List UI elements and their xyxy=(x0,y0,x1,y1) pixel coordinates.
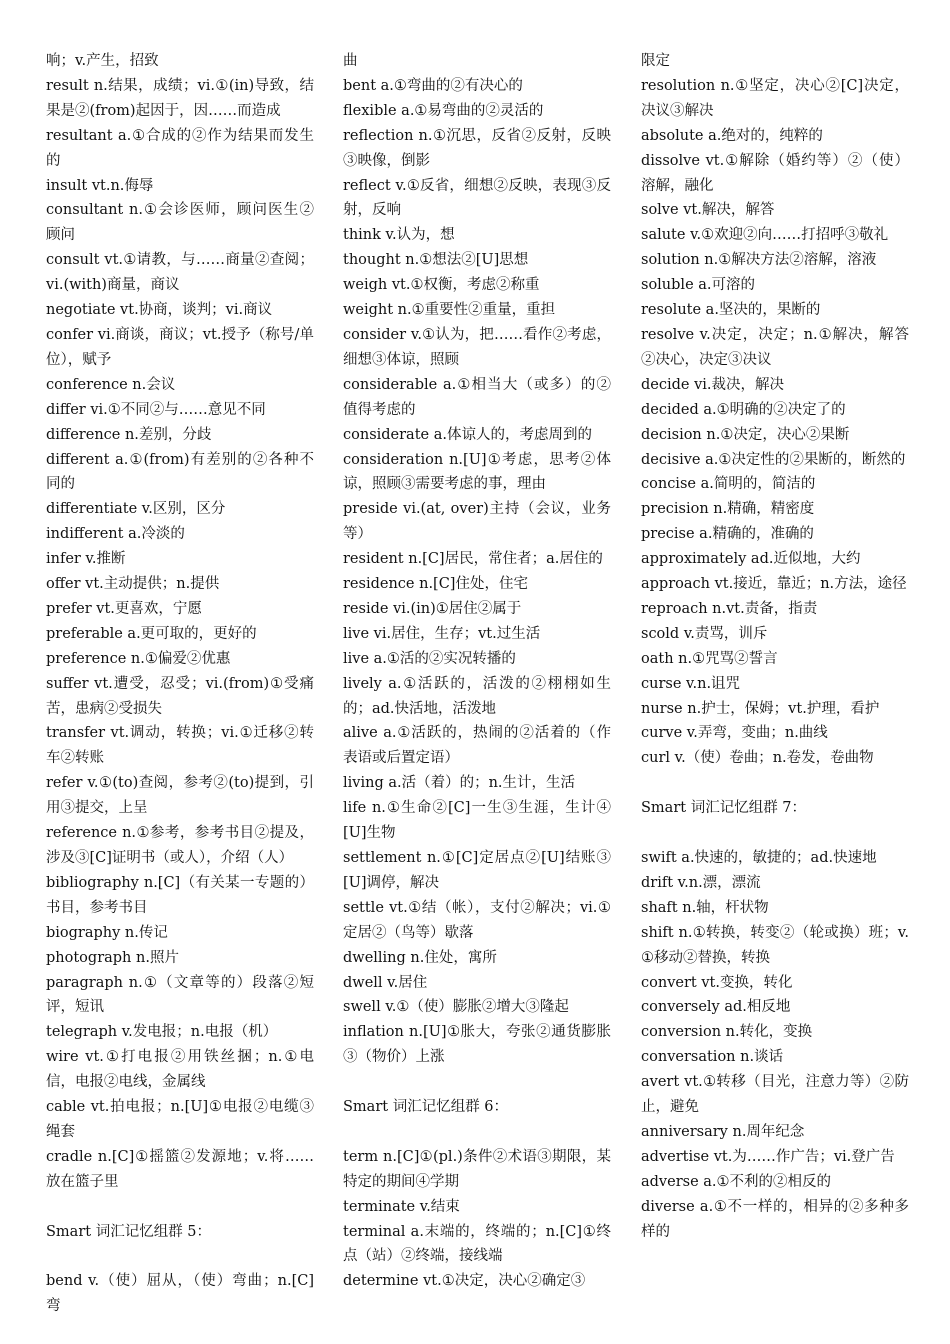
column-2 xyxy=(343,49,611,1294)
vocab-entry: differ vi.①不同②与……意见不同 xyxy=(46,401,266,418)
vocab-entry: resolve v.决定，决定；n.①解决，解答②决心，决定③决议 xyxy=(641,326,909,368)
vocab-entry: resolution n.①坚定，决心②[C]决定，决议③解决 xyxy=(641,77,909,119)
vocab-entry: precise a.精确的，准确的 xyxy=(641,526,814,543)
vocab-entry: salute v.①欢迎②向……打招呼③敬礼 xyxy=(641,227,889,244)
vocab-entry: resolute a.坚决的，果断的 xyxy=(641,302,821,319)
vocab-entry: weight n.①重要性②重量，重担 xyxy=(343,302,556,319)
vocab-entry: oath n.①咒骂②誓言 xyxy=(641,650,778,667)
vocab-entry: shift n.①转换，转变②（轮或换）班；v.①移动②替换，转换 xyxy=(641,924,909,966)
vocab-entry: advertise vt.为……作广告；vi.登广告 xyxy=(641,1148,895,1165)
vocab-entry: paragraph n.①（文章等的）段落②短评，短讯 xyxy=(46,974,314,1016)
vocab-entry: consult vt.①请教，与……商量②查阅；vi.(with)商量，商议 xyxy=(46,252,314,294)
vocab-entry: adverse a.①不利的②相反的 xyxy=(641,1173,832,1190)
vocab-entry: transfer vt.调动，转换；vi.①迁移②转车②转账 xyxy=(46,725,314,767)
vocab-entry: swell v.①（使）膨胀②增大③隆起 xyxy=(343,999,569,1016)
vocab-entry: negotiate vt.协商，谈判；vi.商议 xyxy=(46,302,273,319)
vocab-entry: settlement n.①[C]定居点②[U]结账③[U]调停，解决 xyxy=(343,850,611,891)
vocab-entry: confer vi.商谈，商议；vt.授予（称号/单位），赋予 xyxy=(46,326,314,368)
vocab-entry: conversation n.谈话 xyxy=(641,1049,784,1066)
vocab-entry: 限定 xyxy=(641,53,670,69)
blank-line xyxy=(46,1195,314,1220)
column-1 xyxy=(46,49,314,1319)
blank-line xyxy=(641,821,909,846)
vocab-entry: dissolve vt.①解除（婚约等）②（使）溶解，融化 xyxy=(641,152,909,194)
vocab-entry: drift v.n.漂，漂流 xyxy=(641,874,761,891)
vocab-entry: settle vt.①结（帐），支付②解决；vi.①定居②（鸟等）歇落 xyxy=(343,899,611,941)
vocab-entry: residence n.[C]住处，住宅 xyxy=(343,576,528,593)
vocab-entry: dwell v.居住 xyxy=(343,974,428,991)
vocab-entry: decide vi.裁决，解决 xyxy=(641,376,785,393)
vocab-entry: weigh vt.①权衡，考虑②称重 xyxy=(343,277,540,294)
vocab-entry: precision n.精确，精密度 xyxy=(641,501,815,518)
vocab-entry: wire vt.①打电报②用铁丝捆；n.①电信，电报②电线，金属线 xyxy=(46,1049,314,1091)
vocab-entry: conference n.会议 xyxy=(46,376,176,393)
vocab-entry: bibliography n.[C]（有关某一专题的）书目，参考书目 xyxy=(46,874,314,916)
vocab-entry: diverse a.①不一样的，相异的②多种多样的 xyxy=(641,1198,909,1240)
vocab-entry: resident n.[C]居民，常住者；a.居住的 xyxy=(343,551,603,568)
vocab-entry: reference n.①参考，参考书目②提及，涉及③[C]证明书（或人），介绍（人） xyxy=(46,825,314,866)
vocab-entry: difference n.差别，分歧 xyxy=(46,426,212,443)
column-3 xyxy=(641,49,909,1244)
vocab-entry: curve v.弄弯，变曲；n.曲线 xyxy=(641,725,828,742)
blank-line xyxy=(46,1244,314,1269)
vocab-entry: resultant a.①合成的②作为结果而发生的 xyxy=(46,127,314,169)
vocab-entry: reflection n.①沉思，反省②反射，反映③映像，倒影 xyxy=(343,127,611,169)
vocab-entry: scold v.责骂，训斥 xyxy=(641,625,768,642)
vocab-entry: living a.活（着）的；n.生计，生活 xyxy=(343,775,576,792)
vocab-entry: reflect v.①反省，细想②反映，表现③反射，反响 xyxy=(343,177,611,219)
vocab-entry: life n.①生命②[C]一生③生涯，生计④[U]生物 xyxy=(343,800,611,842)
vocab-entry: preside vi.(at, over)主持（会议，业务等） xyxy=(343,501,611,543)
vocab-entry: differentiate v.区别，区分 xyxy=(46,501,226,518)
vocab-entry: inflation n.[U]①胀大，夸张②通货膨胀③（物价）上涨 xyxy=(343,1024,611,1066)
vocab-entry: bend v.（使）屈从，（使）弯曲；n.[C]弯 xyxy=(46,1273,314,1315)
vocab-entry: cable vt.拍电报；n.[U]①电报②电缆③绳套 xyxy=(46,1099,314,1140)
vocab-entry: decided a.①明确的②决定了的 xyxy=(641,401,846,418)
vocab-entry: suffer vt.遭受，忍受；vi.(from)①受痛苦，患病②受损失 xyxy=(46,675,314,717)
vocab-entry: flexible a.①易弯曲的②灵活的 xyxy=(343,102,544,119)
vocab-entry: biography n.传记 xyxy=(46,924,168,941)
vocab-entry: preference n.①偏爱②优惠 xyxy=(46,650,231,667)
vocab-entry: 响；v.产生，招致 xyxy=(46,53,159,69)
vocab-entry: approach vt.接近，靠近；n.方法，途径 xyxy=(641,576,907,593)
vocab-entry: conversely ad.相反地 xyxy=(641,999,791,1016)
section-heading: Smart 词汇记忆组群 5： xyxy=(46,1223,212,1240)
vocab-entry: refer v.①(to)查阅，参考②(to)提到，引用③提交，上呈 xyxy=(46,775,314,817)
vocab-entry: reside vi.(in)①居住②属于 xyxy=(343,600,522,617)
vocab-entry: result n.结果，成绩；vi.①(in)导致，结果是②(from)起因于，因……而造成 xyxy=(46,77,314,119)
vocab-entry: determine vt.①决定，决心②确定③ xyxy=(343,1273,586,1290)
blank-line xyxy=(343,1070,611,1095)
section-heading: Smart 词汇记忆组群 7： xyxy=(641,800,807,817)
blank-line xyxy=(641,771,909,796)
vocab-entry: anniversary n.周年纪念 xyxy=(641,1123,805,1140)
vocab-entry: consideration n.[U]①考虑，思考②体谅，照顾③需要考虑的事，理由 xyxy=(343,451,611,493)
vocab-entry: soluble a.可溶的 xyxy=(641,277,756,294)
vocab-entry: infer v.推断 xyxy=(46,551,126,568)
vocab-entry: alive a.①活跃的，热闹的②活着的（作表语或后置定语） xyxy=(343,725,611,767)
vocab-entry: 曲 xyxy=(343,53,358,69)
vocab-entry: bent a.①弯曲的②有决心的 xyxy=(343,77,523,94)
vocab-entry: photograph n.照片 xyxy=(46,949,179,966)
vocab-entry: nurse n.护士，保姆；vt.护理，看护 xyxy=(641,700,880,717)
vocab-entry: cradle n.[C]①摇篮②发源地；v.将……放在篮子里 xyxy=(46,1148,314,1190)
vocab-entry: consultant n.①会诊医师，顾问医生②顾问 xyxy=(46,202,314,244)
vocab-entry: swift a.快速的，敏捷的；ad.快速地 xyxy=(641,849,877,866)
vocab-entry: lively a.①活跃的，活泼的②栩栩如生的；ad.快活地，活泼地 xyxy=(343,675,611,717)
vocab-entry: convert vt.变换，转化 xyxy=(641,974,793,991)
vocab-entry: different a.①(from)有差别的②各种不同的 xyxy=(46,451,314,493)
blank-line xyxy=(343,1120,611,1145)
vocab-entry: concise a.简明的，简洁的 xyxy=(641,476,816,493)
vocab-entry: terminate v.结束 xyxy=(343,1198,460,1215)
vocab-entry: preferable a.更可取的，更好的 xyxy=(46,625,257,642)
vocab-entry: prefer vt.更喜欢，宁愿 xyxy=(46,600,202,617)
vocab-entry: solution n.①解决方法②溶解，溶液 xyxy=(641,252,877,269)
vocab-entry: conversion n.转化，变换 xyxy=(641,1024,813,1041)
vocab-entry: dwelling n.住处，寓所 xyxy=(343,949,497,966)
vocab-entry: shaft n.轴，杆状物 xyxy=(641,899,769,916)
vocab-entry: live a.①活的②实况转播的 xyxy=(343,650,516,667)
vocab-entry: decisive a.①决定性的②果断的，断然的 xyxy=(641,451,906,468)
vocab-entry: curse v.n.诅咒 xyxy=(641,675,741,692)
vocab-entry: terminal a.末端的，终端的；n.[C]①终点（站）②终端，接线端 xyxy=(343,1223,611,1265)
vocab-entry: telegraph v.发电报；n.电报（机） xyxy=(46,1024,278,1041)
vocab-entry: thought n.①想法②[U]思想 xyxy=(343,252,529,269)
vocab-entry: avert vt.①转移（目光，注意力等）②防止，避免 xyxy=(641,1074,909,1116)
vocab-entry: solve vt.解决，解答 xyxy=(641,202,775,219)
vocab-entry: offer vt.主动提供；n.提供 xyxy=(46,576,220,593)
vocab-entry: curl v.（使）卷曲；n.卷发，卷曲物 xyxy=(641,750,874,767)
vocab-entry: indifferent a.冷淡的 xyxy=(46,526,185,543)
vocab-entry: considerable a.①相当大（或多）的②值得考虑的 xyxy=(343,376,611,418)
section-heading: Smart 词汇记忆组群 6： xyxy=(343,1099,509,1116)
vocab-entry: reproach n.vt.责备，指责 xyxy=(641,600,818,617)
vocab-entry: consider v.①认为，把……看作②考虑，细想③体谅，照顾 xyxy=(343,326,611,368)
vocab-entry: insult vt.n.侮辱 xyxy=(46,177,154,194)
vocab-entry: approximately ad.近似地，大约 xyxy=(641,551,861,568)
vocab-entry: decision n.①决定，决心②果断 xyxy=(641,426,850,443)
vocab-entry: think v.认为，想 xyxy=(343,227,455,244)
vocab-entry: absolute a.绝对的，纯粹的 xyxy=(641,127,823,144)
vocab-entry: considerate a.体谅人的，考虑周到的 xyxy=(343,426,592,443)
vocab-entry: live vi.居住，生存；vt.过生活 xyxy=(343,625,541,642)
vocab-entry: term n.[C]①(pl.)条件②术语③期限，某特定的期间④学期 xyxy=(343,1148,611,1190)
